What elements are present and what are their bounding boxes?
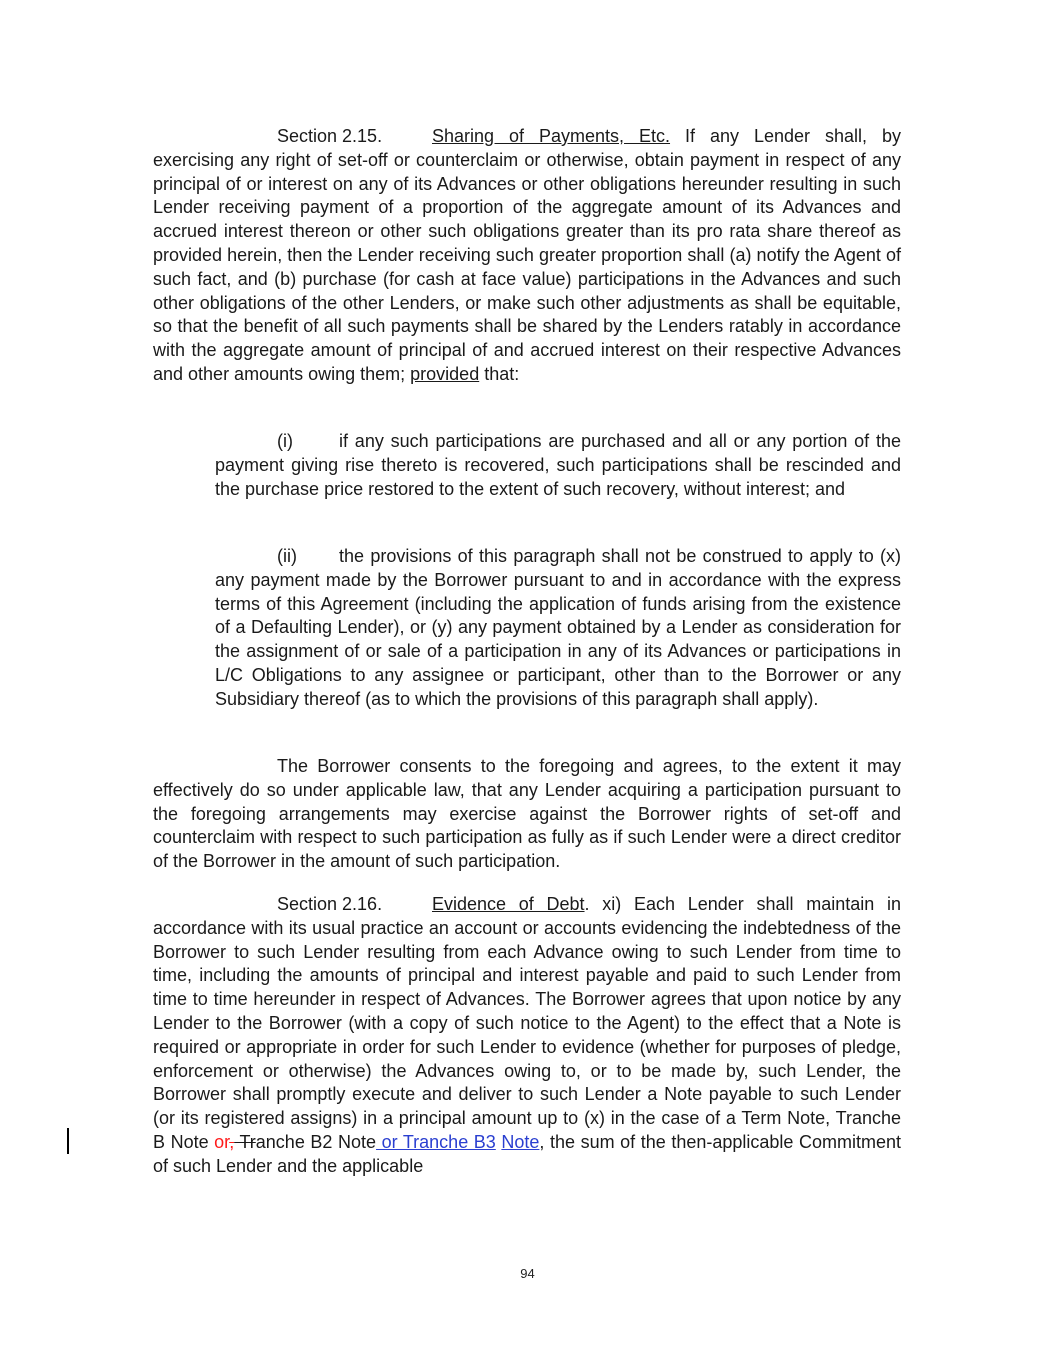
clause-text: the provisions of this paragraph shall not be construed to apply to (x) any payment made by the Borrower pursuant to and in accordance with the express terms of this Agreement (including the application of funds arising from the existence of a Defaulting Lender), or (y) any payment obtained by a Lender as consideration for the assignment of or sale of a participation in any of its Advances or participations in L/C Obligations to any assignee or participant, other than to the Borrower or any Subsidiary thereof (as to which the provisions of this paragraph shall apply). — [215, 546, 901, 709]
section-body: . xi) Each Lender shall maintain in accordance with its usual practice an account or accounts evidencing the indebtedness of the Borrower to such Lender resulting from each Advance owing to such Lender from time to time, including the amounts of principal and interest payable and paid to such Lender from time to time hereunder in respect of Advances. The Borrower agrees that upon notice by any Lender to the Borrower (with a copy of such notice to the Agent) to the effect that a Note is required or appropriate in order for such Lender to evidence (whether for purposes of pledge, enforcement or otherwise) the Advances owing to, or to be made by, such Lender, the Borrower shall promptly execute and deliver to such Lender a Note payable to such Lender (or its registered assigns) in a principal amount up to (x) in the case of a Term Note, Tranche B Note — [153, 894, 901, 1152]
deleted-tr: Tr — [234, 1131, 256, 1152]
inserted-tranche-b3: or Tranche B3 — [376, 1131, 496, 1152]
section-2-15-paragraph — [153, 125, 901, 387]
page-number: 94 — [520, 1266, 535, 1281]
section-body-end: , the sum of the then-applicable Commitment of such Lender and the applicable — [153, 1131, 901, 1176]
inserted-or: or — [214, 1131, 230, 1152]
consent-text: The Borrower consents to the foregoing and agrees, to the extent it may effectively do so under applicable law, that any Lender acquiring a participation pursuant to the foregoing arrangements may exercise against the Borrower rights of set-off and counterclaim with respect to such participation as fully as if such Lender were a direct creditor of the Borrower in the amount of such participation. — [153, 756, 901, 872]
clause-marker: (ii) — [277, 546, 297, 566]
clause-marker: (i) — [277, 431, 293, 451]
section-2-16-paragraph — [153, 893, 901, 1179]
clause-text: if any such participations are purchased and all or any portion of the payment giving rise thereto is recovered, such participations shall be rescinded and the purchase price restored to the extent of such recovery, without interest; and — [215, 431, 901, 499]
section-title: Evidence of Debt — [432, 894, 585, 914]
section-title: Sharing of Payments, Etc. — [432, 126, 671, 146]
section-body-end: that: — [479, 363, 520, 384]
deleted-comma: , — [229, 1131, 235, 1152]
consent-paragraph — [153, 755, 901, 874]
section-body-mid: anche B2 Note — [255, 1131, 377, 1152]
section-number: Section 2.15. — [277, 126, 383, 146]
provided-term: provided — [410, 363, 480, 384]
clause-i — [215, 430, 901, 501]
revision-change-bar — [67, 1128, 69, 1154]
section-body: If any Lender shall, by exercising any right of set-off or counterclaim or otherwise, obtain payment in respect of any principal of or interest on any of its Advances or other obligations hereunder resulting in such Lender receiving payment of a proportion of the aggregate amount of its Advances and accrued interest thereon or other such obligations greater than its pro rata share thereof as provided herein, then the Lender receiving such greater proportion shall (a) notify the Agent of such fact, and (b) purchase (for cash at face value) participations in the Advances and such other obligations of the other Lenders, or make such other adjustments as shall be equitable, so that the benefit of all such payments shall be shared by the Lenders ratably in accordance with the aggregate amount of principal of and accrued interest on their respective Advances and other amounts owing them; — [153, 126, 902, 384]
section-number: Section 2.16. — [277, 894, 383, 914]
clause-ii — [215, 545, 901, 712]
inserted-note: Note — [501, 1131, 540, 1152]
